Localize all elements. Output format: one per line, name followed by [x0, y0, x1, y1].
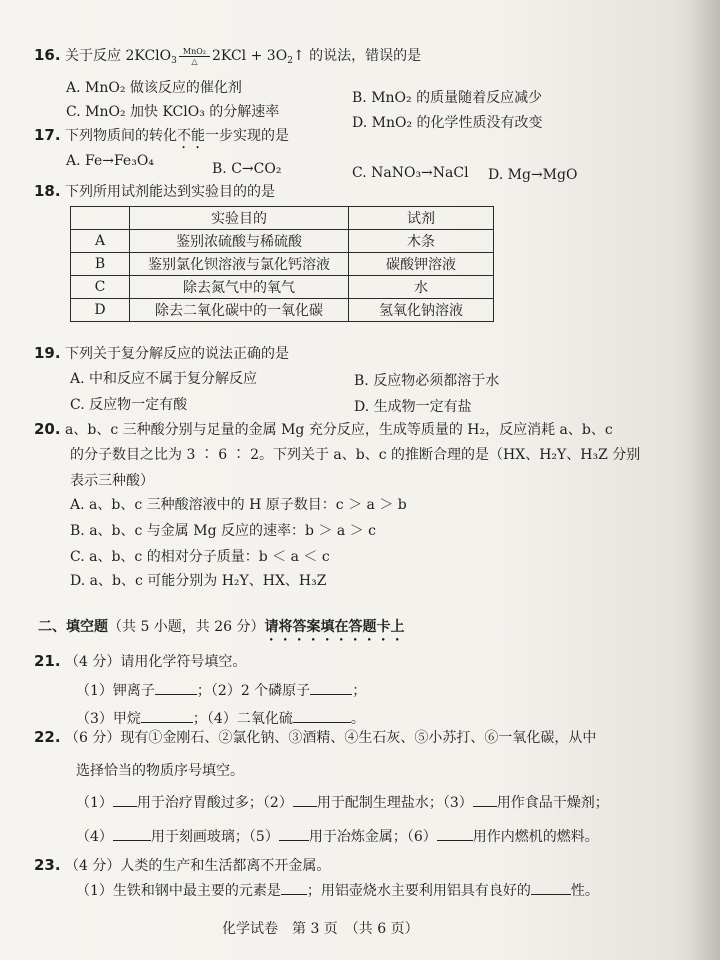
reaction-condition: $\frac{\text{MnO₂}}{\triangle}$ — [179, 47, 210, 66]
answer-blank[interactable] — [155, 680, 197, 695]
q22-line4: （4） 用于刻画玻璃；（5） 用于冶炼金属；（6） 用作内燃机的燃料。 — [76, 826, 599, 846]
q23-number: 23. — [34, 856, 61, 874]
table-row: D 除去二氧化碳中的一氧化碳 氢氧化钠溶液 — [71, 299, 494, 322]
header-purpose: 实验目的 — [130, 207, 349, 230]
answer-blank[interactable] — [281, 880, 307, 895]
q20-option-c[interactable]: C. a、b、c 的相对分子质量：b ＜ a ＜ c — [70, 549, 330, 565]
answer-blank[interactable] — [113, 826, 151, 841]
experiment-table — [70, 206, 494, 322]
q23-line1: （1）生铁和钢中最主要的元素是 ；用铝壶烧水主要利用铝具有良好的 性。 — [76, 880, 599, 900]
q20-option-d[interactable]: D. a、b、c 可能分别为 H₂Y、HX、H₃Z — [70, 573, 327, 589]
answer-blank[interactable] — [473, 792, 497, 807]
q19-option-a[interactable]: A. 中和反应不属于复分解反应 — [70, 371, 258, 387]
answer-blank[interactable] — [293, 708, 351, 723]
table-row: A 鉴别浓硫酸与稀硫酸 木条 — [71, 230, 494, 253]
q22-number: 22. — [34, 728, 61, 746]
q17-option-b[interactable]: B. C→CO₂ — [212, 161, 282, 177]
q20-stem-line2: 的分子数目之比为 3 ∶ 6 ∶ 2。下列关于 a、b、c 的推断合理的是（HX、H₂Y、H₃Z 分别 — [70, 447, 641, 463]
answer-blank[interactable] — [310, 680, 352, 695]
answer-blank[interactable] — [279, 826, 309, 841]
q16-option-b[interactable]: B. MnO₂ 的质量随着反应减少 — [352, 90, 543, 106]
q22-stem-line1: 22. （6 分）现有①金刚石、②氯化钠、③酒精、④生石灰、⑤小苏打、⑥一氧化碳，从中 — [34, 728, 597, 746]
q21-stem: 21. （4 分）请用化学符号填空。 — [34, 652, 247, 670]
q16-option-a[interactable]: A. MnO₂ 做该反应的催化剂 — [66, 80, 242, 96]
answer-blank[interactable] — [293, 792, 317, 807]
q17-option-d[interactable]: D. Mg→MgO — [488, 167, 578, 183]
page-footer: 化学试卷 第 3 页 （共 6 页） — [222, 921, 419, 937]
q19-number: 19. — [34, 344, 61, 362]
q16-option-d[interactable]: D. MnO₂ 的化学性质没有改变 — [352, 115, 543, 131]
q18-stem: 18. 下列所用试剂能达到实验目的的是 — [34, 182, 276, 200]
q17-stem: 17. 下列物质间的转化不能一步实现的是 — [34, 126, 290, 144]
emphasis-text: 不能 — [177, 128, 206, 144]
header-reagent: 试剂 — [349, 207, 494, 230]
answer-blank[interactable] — [113, 792, 137, 807]
q19-option-b[interactable]: B. 反应物必须都溶于水 — [354, 373, 500, 389]
table-row: C 除去氮气中的氧气 水 — [71, 276, 494, 299]
q17-option-a[interactable]: A. Fe→Fe₃O₄ — [66, 153, 154, 169]
q19-stem: 19. 下列关于复分解反应的说法正确的是 — [34, 344, 290, 362]
answer-blank[interactable] — [531, 880, 571, 895]
answer-blank[interactable] — [141, 708, 193, 723]
section-heading: 二、填空题（共 5 小题，共 26 分）请将答案填在答题卡上 — [38, 619, 405, 635]
q21-number: 21. — [34, 652, 61, 670]
page-edge-shadow — [688, 0, 720, 960]
section-instruction: 请将答案填在答题卡上 — [264, 619, 405, 635]
q17-option-c[interactable]: C. NaNO₃→NaCl — [352, 165, 469, 181]
q18-number: 18. — [34, 182, 61, 200]
q20-stem-line1: 20. a、b、c 三种酸分别与足量的金属 Mg 充分反应，生成等质量的 H₂，反应消耗 a、b、c — [34, 420, 613, 438]
q16-stem: 16. 关于反应 2KClO$_3$ $\frac{\text{MnO₂}}{\triangle}$ $2KCl + 3O_2↑$ 的说法，错误的是 — [34, 46, 422, 66]
q22-stem-line2: 选择恰当的物质序号填空。 — [76, 763, 244, 779]
q20-number: 20. — [34, 420, 61, 438]
table-row: B 鉴别氯化钡溶液与氯化钙溶液 碳酸钾溶液 — [71, 253, 494, 276]
q22-line3: （1） 用于治疗胃酸过多；（2） 用于配制生理盐水；（3） 用作食品干燥剂； — [76, 792, 609, 812]
table-header-row — [71, 207, 494, 230]
q23-stem: 23. （4 分）人类的生产和生活都离不开金属。 — [34, 856, 331, 874]
q20-option-a[interactable]: A. a、b、c 三种酸溶液中的 H 原子数目：c ＞ a ＞ b — [70, 497, 407, 513]
section-title: 填空题 — [66, 619, 108, 635]
q21-line1: （1）钾离子 ；（2）2 个磷原子 ； — [76, 680, 366, 700]
q21-line2: （3）甲烷 ；（4）二氧化硫 。 — [76, 708, 365, 728]
q16-number: 16. — [34, 46, 61, 64]
answer-blank[interactable] — [437, 826, 473, 841]
q20-option-b[interactable]: B. a、b、c 与金属 Mg 反应的速率：b ＞ a ＞ c — [70, 523, 376, 539]
q20-stem-line3: 表示三种酸） — [70, 473, 154, 489]
q16-option-c[interactable]: C. MnO₂ 加快 KClO₃ 的分解速率 — [66, 104, 280, 120]
q17-number: 17. — [34, 126, 61, 144]
q19-option-c[interactable]: C. 反应物一定有酸 — [70, 397, 188, 413]
q19-option-d[interactable]: D. 生成物一定有盐 — [354, 399, 472, 415]
